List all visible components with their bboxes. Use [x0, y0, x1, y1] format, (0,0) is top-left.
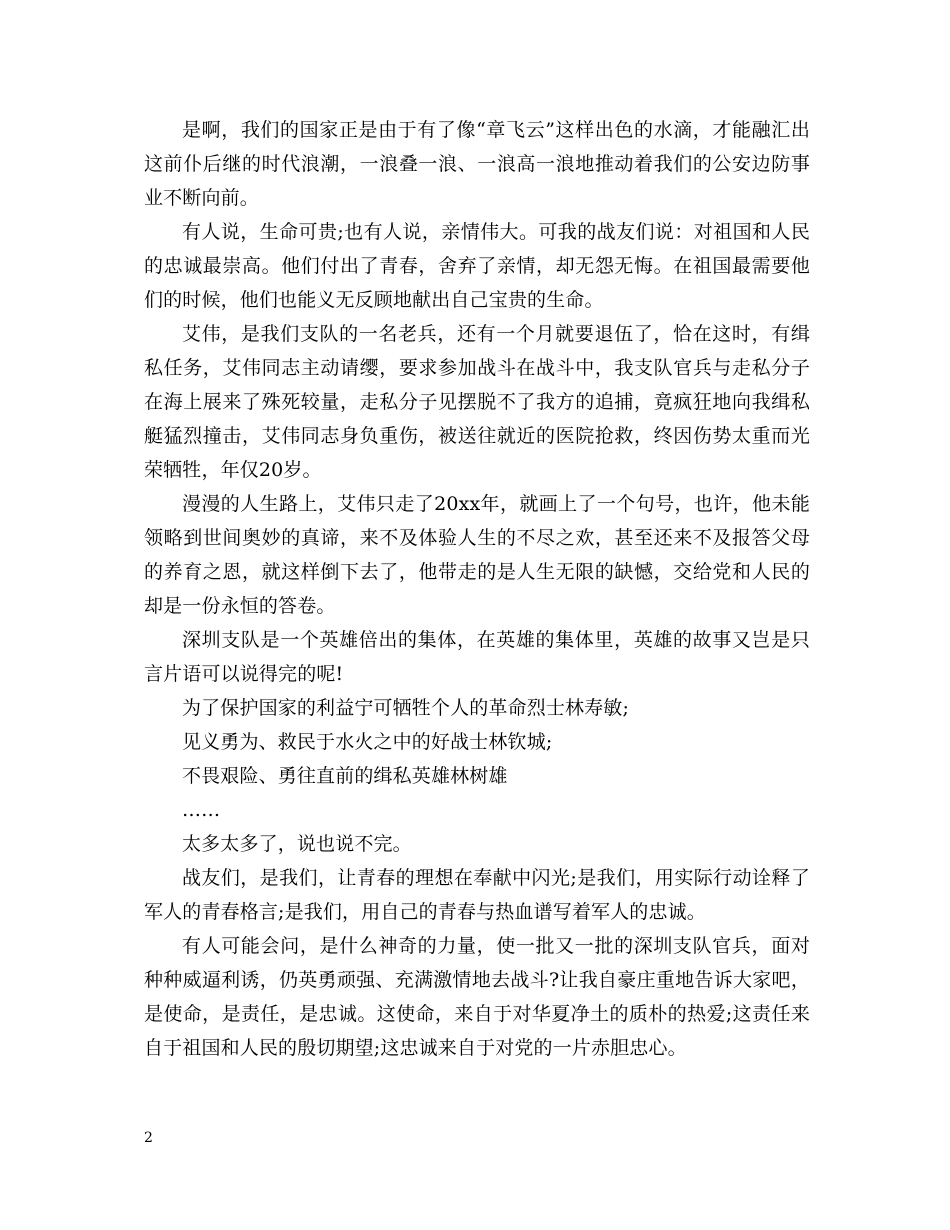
paragraph-9-ellipsis: ……	[182, 799, 221, 821]
paragraph-5: 深圳支队是一个英雄倍出的集体，在英雄的集体里，英雄的故事又岂是只言片语可以说得完的呢!	[144, 629, 810, 685]
paragraph-7: 见义勇为、救民于水火之中的好战士林钦城;	[182, 731, 553, 753]
paragraph-4: 漫漫的人生路上，艾伟只走了20xx年，就画上了一个句号，也许，他未能领略到世间奥妙的真谛，来不及体验人生的不尽之欢，甚至还来不及报答父母的养育之恩，就这样倒下去了，他带走的是人生无限的缺憾，交给党和人民的却是一份永恒的答卷。	[144, 493, 810, 617]
paragraph-2: 有人说，生命可贵;也有人说，亲情伟大。可我的战友们说：对祖国和人民的忠诚最崇高。他们付出了青春，舍弃了亲情，却无怨无悔。在祖国最需要他们的时候，他们也能义无反顾地献出自己宝贵的生命。	[144, 221, 810, 311]
paragraph-1: 是啊，我们的国家正是由于有了像“章飞云”这样出色的水滴，才能融汇出这前仆后继的时代浪潮，一浪叠一浪、一浪高一浪地推动着我们的公安边防事业不断向前。	[144, 119, 810, 209]
paragraph-8: 不畏艰险、勇往直前的缉私英雄林树雄	[182, 765, 508, 787]
page-number: 2	[144, 1130, 153, 1146]
paragraph-11: 战友们，是我们，让青春的理想在奉献中闪光;是我们，用实际行动诠释了军人的青春格言;是我们，用自己的青春与热血谱写着军人的忠诚。	[144, 867, 810, 923]
document-body	[144, 113, 810, 1065]
paragraph-6: 为了保护国家的利益宁可牺牲个人的革命烈士林寿敏;	[182, 697, 630, 719]
paragraph-10: 太多太多了，说也说不完。	[182, 833, 412, 855]
paragraph-12: 有人可能会问，是什么神奇的力量，使一批又一批的深圳支队官兵，面对种种威逼利诱，仍英勇顽强、充满激情地去战斗?让我自豪庄重地告诉大家吧，是使命，是责任，是忠诚。这使命，来自于对华夏净土的质朴的热爱;这责任来自于祖国和人民的殷切期望;这忠诚来自于对党的一片赤胆忠心。	[144, 935, 810, 1059]
paragraph-3: 艾伟，是我们支队的一名老兵，还有一个月就要退伍了，恰在这时，有缉私任务，艾伟同志主动请缨，要求参加战斗在战斗中，我支队官兵与走私分子在海上展来了殊死较量，走私分子见摆脱不了我方的追捕，竟疯狂地向我缉私艇猛烈撞击，艾伟同志身负重伤，被送往就近的医院抢救，终因伤势太重而光荣牺牲，年仅20岁。	[144, 323, 810, 481]
